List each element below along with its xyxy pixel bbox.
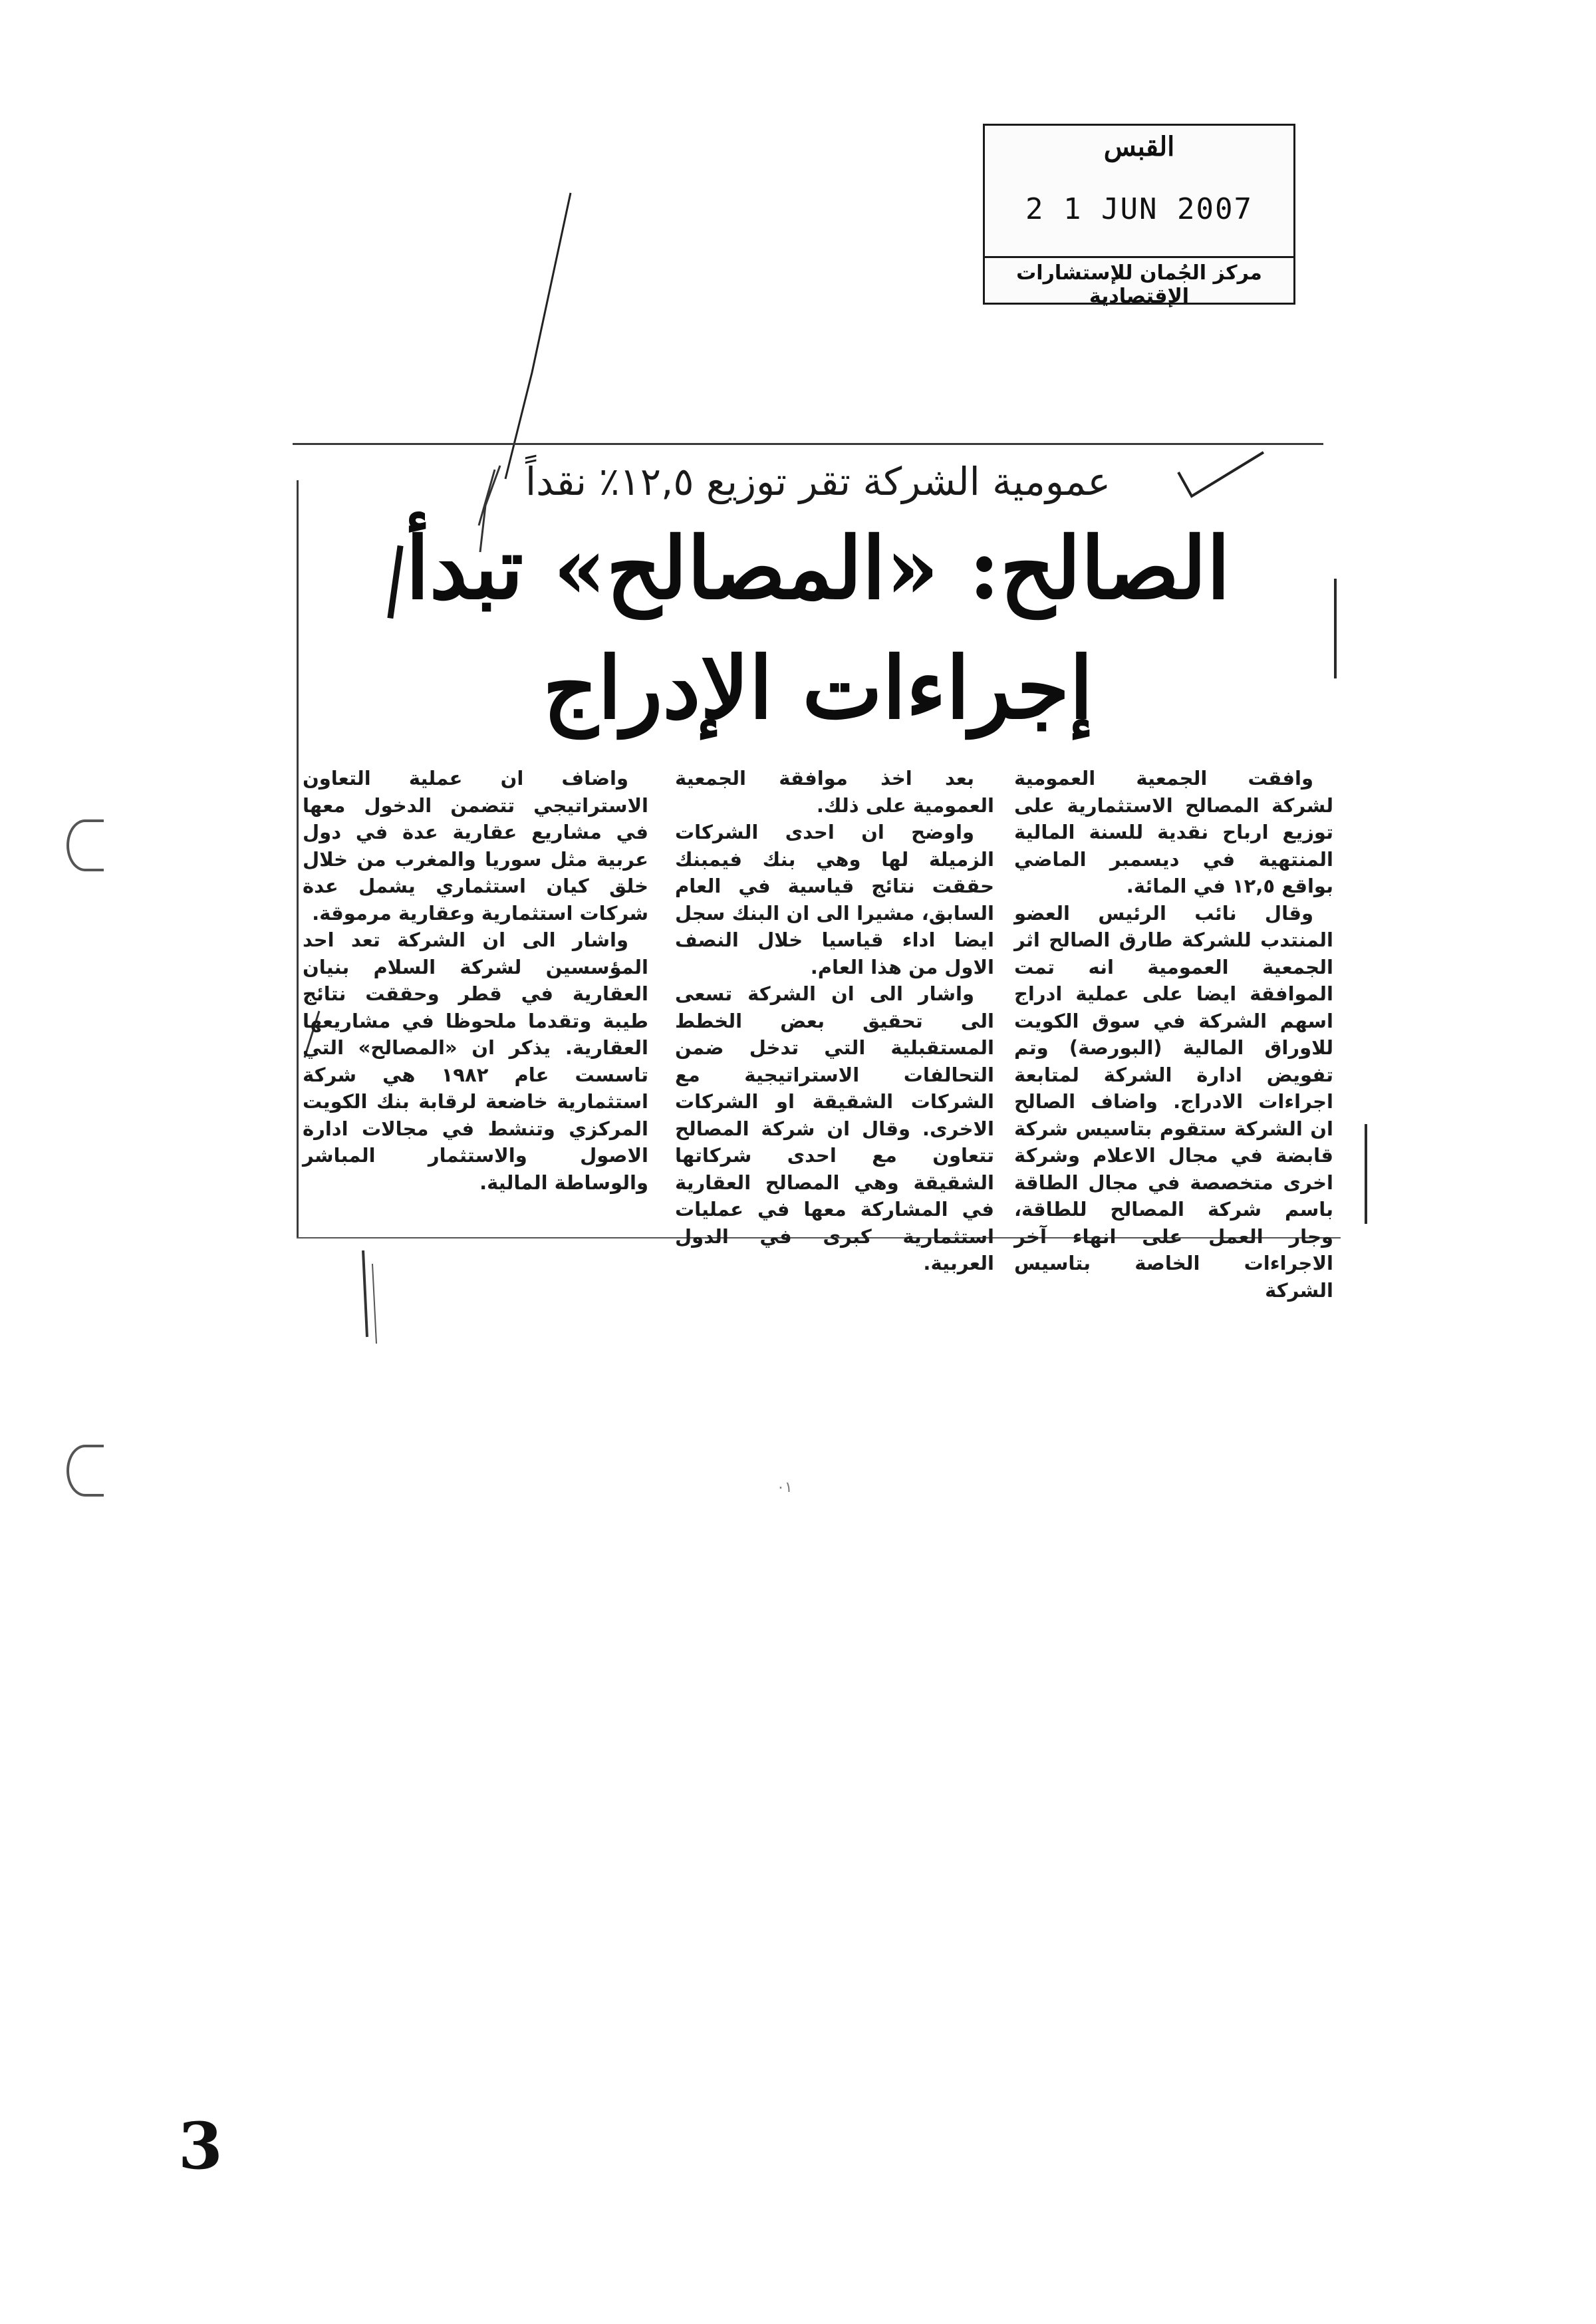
stamp-divider [985, 256, 1293, 258]
paragraph: بعد اخذ موافقة الجمعية العمومية على ذلك. [675, 767, 994, 817]
binder-hole-icon [66, 819, 104, 871]
article-column-left [303, 765, 648, 1196]
paragraph: واشار الى ان الشركة تعد احد المؤسسين لشركة السلام بنيان العقارية في قطر وحققت نتائج طيبة وتقدما ملحوظا في مشاريعها العقارية. يذكر ان «المصالح» التي تاسست عام ١٩٨٢ هي شركة استثمارية خاضعة لرقابة بنك الكويت المركزي وتنشط في مجالات ادارة الاصول والاستثمار المباشر والوساطة المالية. [303, 929, 648, 1194]
binder-hole-icon [66, 1445, 104, 1497]
clipping-right-mark [1334, 579, 1337, 678]
stamp-center-name: مركز الجُمان للإستشارات الإقتصادية [1016, 261, 1262, 308]
paragraph: واوضح ان احدى الشركات الزميلة لها وهي بنك فيمبنك حققت نتائج قياسية في العام السابق، مشيرا الى ان البنك سجل ايضا اداء قياسيا خلال النصف الاول من هذا العام. [675, 821, 994, 978]
pen-stroke-bottom [363, 1250, 367, 1337]
article-headline-line1: الصالح: «المصالح» تبدأ [406, 519, 1230, 619]
paragraph: وقال نائب الرئيس العضو المنتدب للشركة طارق الصالح اثر الجمعية العمومية انه تمت الموافقة ايضا على عملية ادراج اسهم الشركة في سوق الكويت للاوراق المالية (البورصة) وتم تفويض ادارة الشركة لمتابعة اجراءات الادراج. واضاف الصالح ان الشركة ستقوم بتاسيس شركة قابضة في مجال الاعلام وشركة اخرى متخصصة في مجال الطاقة باسم شركة المصالح للطاقة، وجار العمل على انهاء آخر الاجراءات الخاصة بتاسيس الشركة [1014, 901, 1333, 1302]
clipping-right-mark-lower [1365, 1124, 1367, 1224]
newspaper-logo: القبس [1103, 131, 1175, 162]
pen-stroke-bottom2 [372, 1264, 376, 1344]
article-kicker: عمومية الشركة تقر توزيع ١٢,٥٪ نقداً [525, 459, 1111, 504]
pen-check-mark [1178, 452, 1264, 496]
paragraph: وافقت الجمعية العمومية لشركة المصالح الاستثمارية على توزيع ارباح نقدية للسنة المالية المنتهية في ديسمبر الماضي بواقع ١٢,٥ في المائة. [1014, 767, 1333, 897]
scan-marks: ٠١ [777, 1479, 793, 1496]
pen-stroke-long [505, 193, 571, 479]
clipping-left-border [297, 480, 299, 1238]
newspaper-date-stamp [983, 124, 1295, 308]
stamp-date: 2 1 JUN 2007 [1025, 192, 1253, 226]
page-number: 3 [178, 2108, 223, 2184]
clipping-top-border [293, 443, 1323, 445]
paragraph: واشار الى ان الشركة تسعى الى تحقيق بعض الخطط المستقبلية التي تدخل ضمن التحالفات الاستراتيجية مع الشركات الشقيقة او الشركات الاخرى. وقال ان شركة المصالح تتعاون مع احدى شركاتها الشقيقة وهي المصالح العقارية في المشاركة معها في عمليات استثمارية كبرى في الدول العربية. [675, 982, 994, 1274]
article-column-middle [675, 765, 994, 1277]
article-column-right [1014, 765, 1333, 1304]
paragraph: واضاف ان عملية التعاون الاستراتيجي تتضمن الدخول معها في مشاريع عقارية عدة في دول عربية مثل سوريا والمغرب من خلال خلق كيان استثماري يشمل عدة شركات استثمارية وعقارية مرموقة. [303, 767, 648, 925]
article-headline-line2: إجراءات الإدراج [543, 639, 1093, 738]
